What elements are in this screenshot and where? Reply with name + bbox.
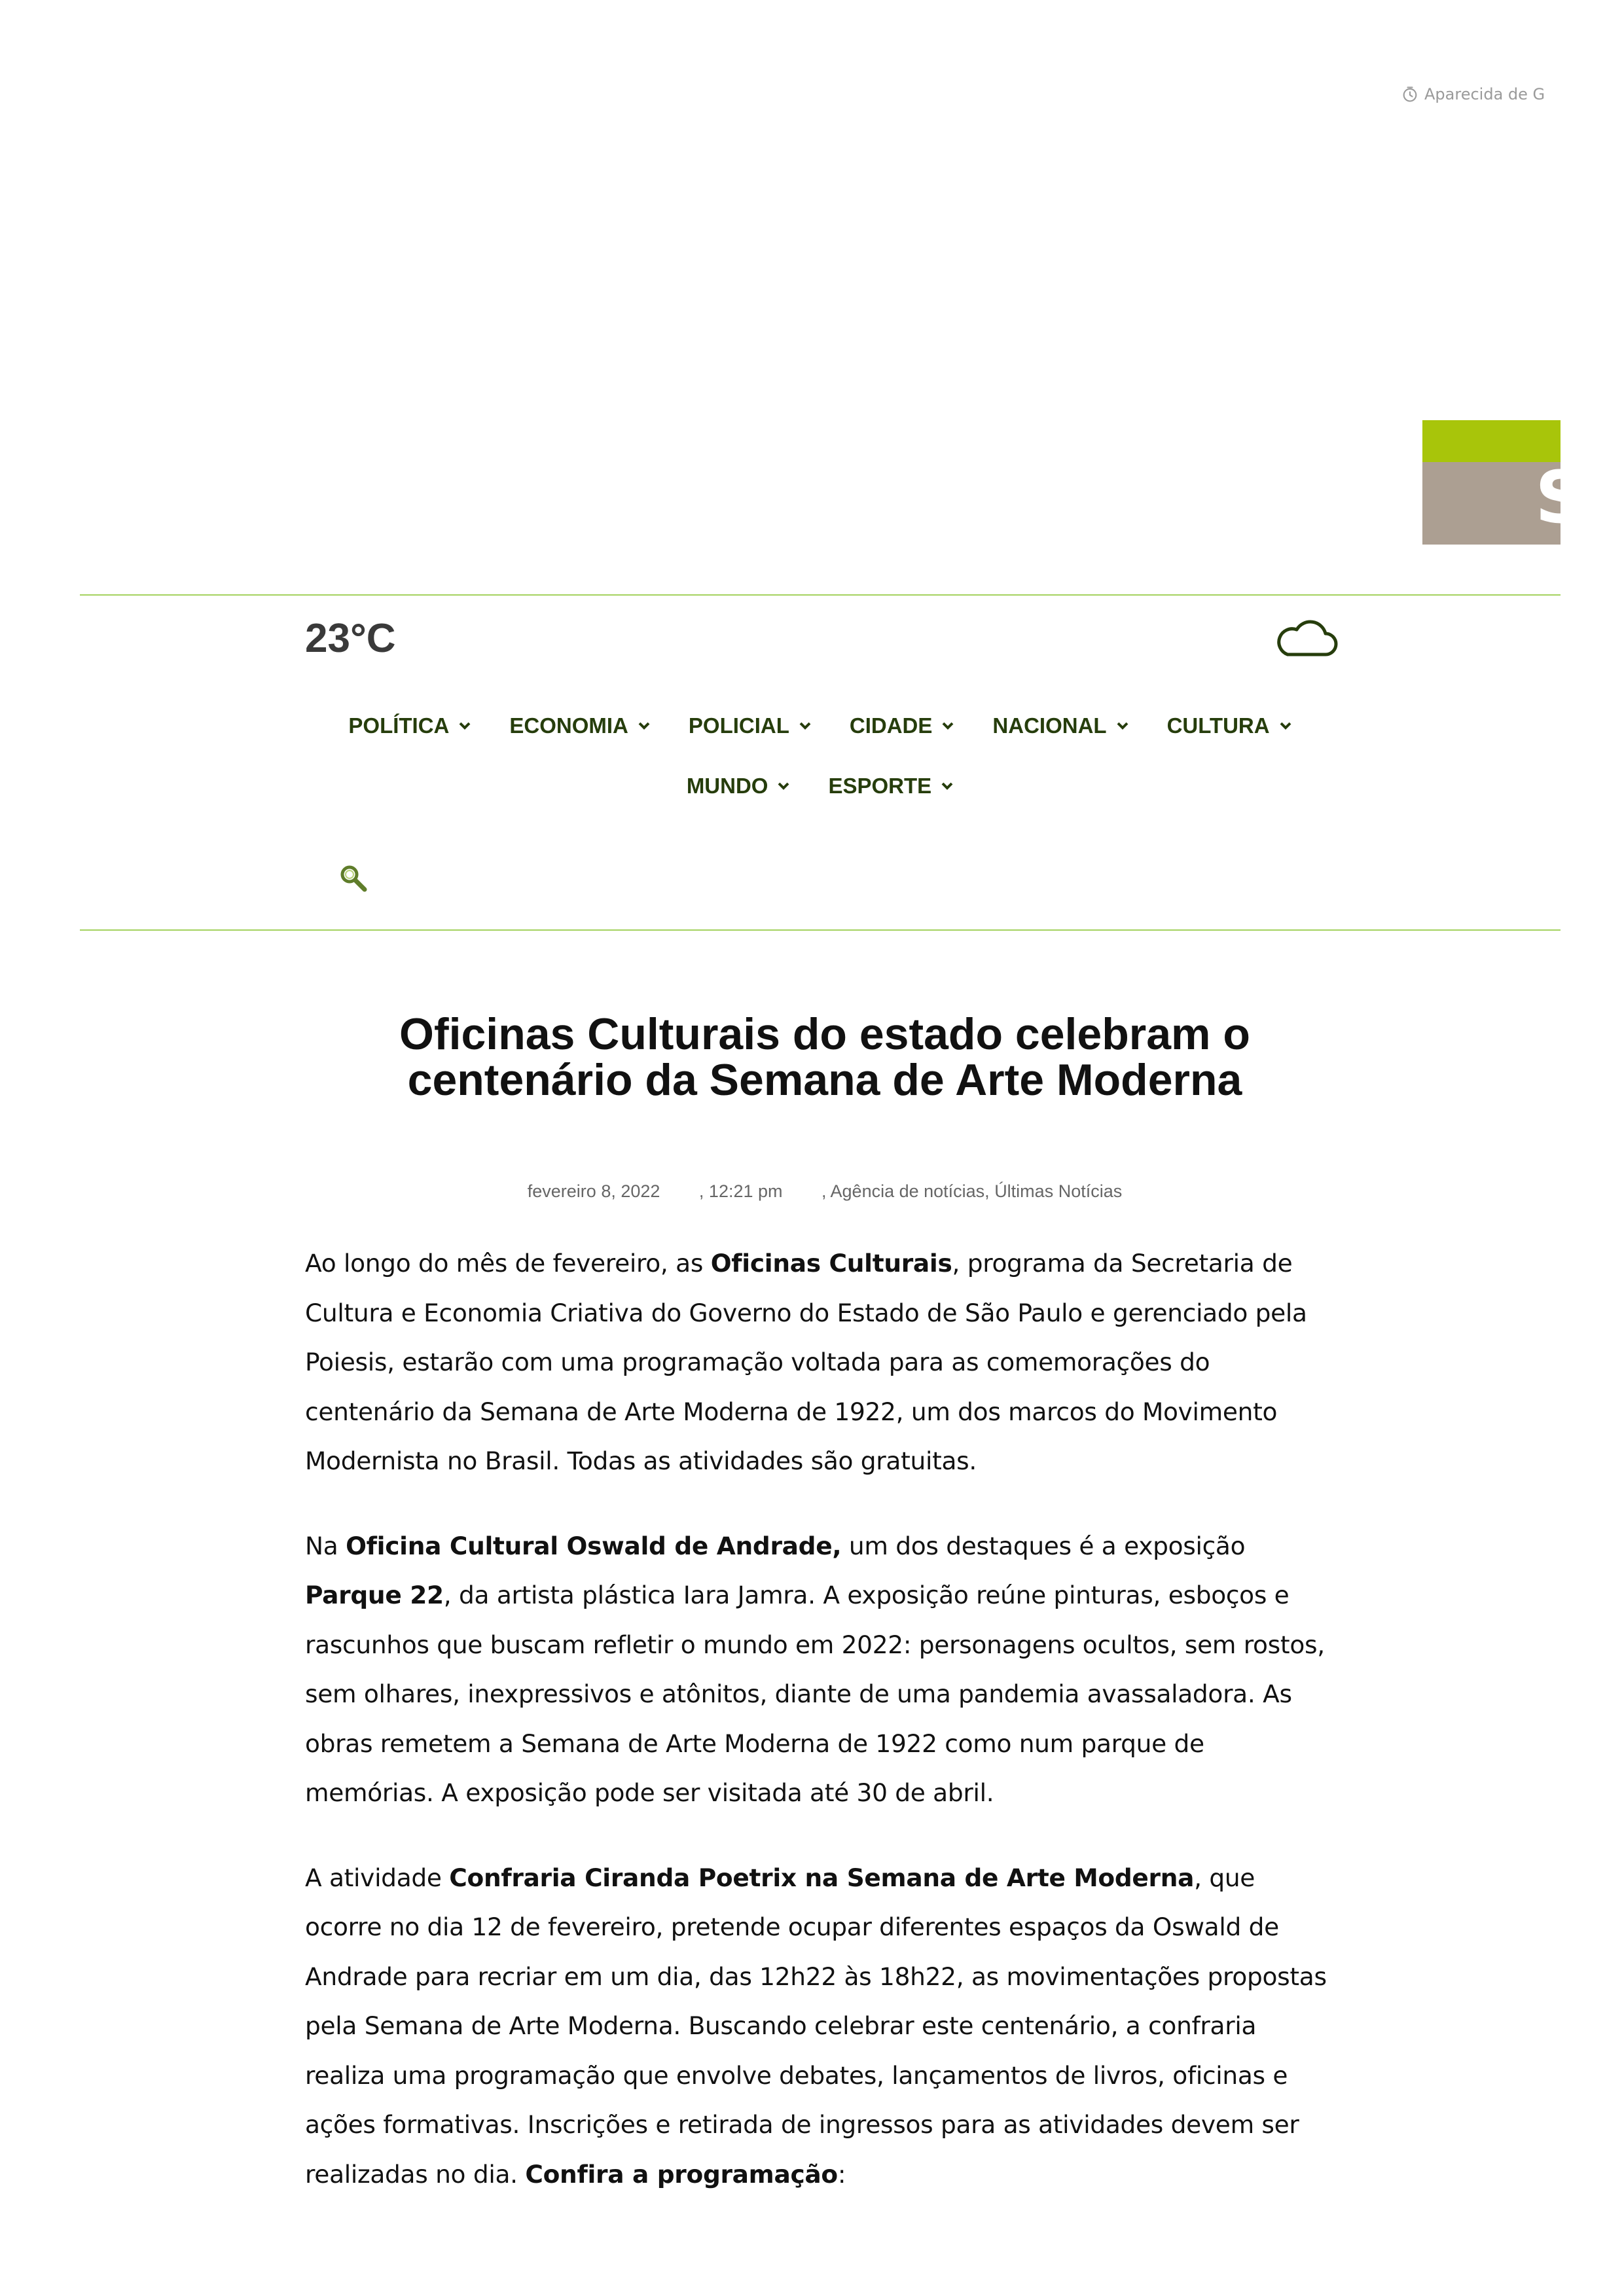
article-date: fevereiro 8, 2022 [527, 1181, 660, 1201]
nav-item-cultura[interactable] [1167, 713, 1292, 738]
article-body [305, 1239, 1336, 2234]
promo-gray-band [1422, 456, 1587, 545]
weather-temperature: 23°C [305, 616, 396, 661]
bold-run: Parque 22 [305, 1581, 444, 1609]
nav-item-nacional[interactable] [992, 713, 1128, 738]
clock-icon [1401, 85, 1419, 103]
bold-run: Confraria Ciranda Poetrix na Semana de Arte Moderna [449, 1863, 1195, 1892]
chevron-down-icon [941, 721, 954, 730]
nav-item-cidade[interactable] [850, 713, 955, 738]
chevron-down-icon [941, 781, 954, 791]
header-divider-top [80, 594, 1561, 596]
article-title: Oficinas Culturais do estado celebram o centenário da Semana de Arte Moderna [399, 1009, 1250, 1105]
nav-label: ESPORTE [828, 774, 932, 798]
article-meta [367, 1181, 1283, 1202]
header-divider-bottom [80, 929, 1561, 931]
text-run: A atividade [305, 1863, 450, 1892]
nav-label: ECONOMIA [509, 713, 628, 738]
nav-row-2 [80, 774, 1561, 798]
bold-run: Confira a programação [525, 2159, 838, 2189]
text-run: Ao longo do mês de fevereiro, as [305, 1249, 711, 1278]
nav-item-politica[interactable] [348, 713, 471, 738]
article-categories[interactable]: , Agência de notícias, Últimas Notícias [821, 1181, 1123, 1201]
chevron-down-icon [458, 721, 471, 730]
text-run: , da artista plástica Iara Jamra. A exposição reúne pinturas, esboços e rascunhos que buscam refletir o mundo em 2022: personagens ocultos, sem rostos, sem olhares, inexpressivos e atônitos, diante de uma pandemia avassaladora. As obras remetem a Semana de Arte Moderna de 1922 como num parque de memórias. A exposição pode ser visitada até 30 de abril. [305, 1581, 1325, 1807]
location-text: Aparecida de G [1424, 85, 1545, 103]
promo-banner[interactable] [1422, 420, 1587, 545]
article-paragraph [305, 1854, 1336, 2200]
text-run: um dos destaques é a exposição [841, 1531, 1246, 1560]
promo-letter: S [1535, 456, 1587, 539]
nav-row-1 [80, 713, 1561, 738]
location-indicator [1401, 85, 1553, 103]
cloud-icon [1273, 615, 1339, 661]
text-run: Na [305, 1531, 346, 1560]
text-run: : [837, 2159, 846, 2189]
search-icon[interactable] [338, 863, 369, 894]
text-run: , programa da Secretaria de Cultura e Economia Criativa do Governo do Estado de São Paulo e gerenciado pela Poiesis, estarão com uma programação voltada para as comemorações do centenário da Semana de Arte Moderna de 1922, um dos marcos do Movimento Modernista no Brasil. Todas as atividades são gratuitas. [305, 1249, 1307, 1475]
nav-label: MUNDO [686, 774, 768, 798]
nav-label: POLÍTICA [348, 713, 450, 738]
article-paragraph [305, 1239, 1336, 1486]
nav-label: CIDADE [849, 713, 933, 738]
bold-run: Oficinas Culturais [710, 1249, 952, 1278]
chevron-down-icon [638, 721, 651, 730]
chevron-down-icon [1279, 721, 1292, 730]
nav-item-economia[interactable] [509, 713, 651, 738]
article-paragraph [305, 1522, 1336, 1818]
nav-item-policial[interactable] [689, 713, 812, 738]
article-time: , 12:21 pm [698, 1181, 783, 1201]
bold-run: Oficina Cultural Oswald de Andrade, [346, 1531, 842, 1560]
nav-label: CULTURA [1166, 713, 1270, 738]
chevron-down-icon [777, 781, 790, 791]
nav-item-esporte[interactable] [828, 774, 954, 798]
chevron-down-icon [799, 721, 812, 730]
nav-label: POLICIAL [688, 713, 789, 738]
chevron-down-icon [1116, 721, 1129, 730]
nav-item-mundo[interactable] [687, 774, 791, 798]
text-run: , que ocorre no dia 12 de fevereiro, pretende ocupar diferentes espaços da Oswald de Andrade para recriar em um dia, das 12h22 às 18h22, as movimentações propostas pela Semana de Arte Moderna. Buscando celebrar este centenário, a confraria realiza uma programação que envolve debates, lançamentos de livros, oficinas e ações formativas. Inscrições e retirada de ingressos para as atividades devem ser realizadas no dia. [305, 1863, 1327, 2189]
nav-label: NACIONAL [992, 713, 1107, 738]
